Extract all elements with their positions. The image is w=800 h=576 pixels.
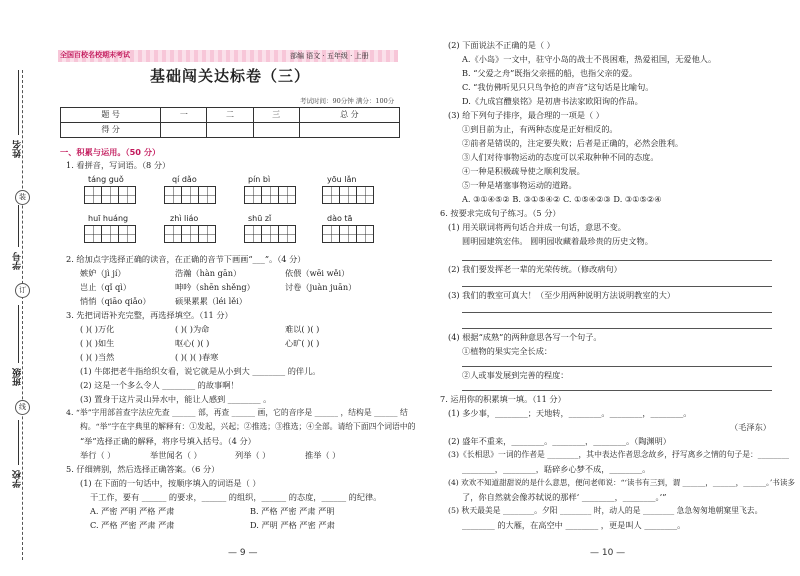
- choice[interactable]: 呻吟（shēn shěng）: [175, 282, 255, 292]
- question-4: 4. “举”字用部首查字法应先查 ______ 部，再查 ______ 画，它的音序是 ______ ，结构是 ______ 结: [66, 408, 408, 417]
- question-5-1: (1) 在下面的一句话中，按顺序填入的词语是（ ）: [80, 478, 261, 488]
- binding-margin: [0, 0, 44, 576]
- writing-grid[interactable]: [322, 225, 373, 243]
- answer-line[interactable]: [462, 366, 772, 367]
- choice[interactable]: 依偎（wēi wěi）: [285, 268, 350, 278]
- word-choice[interactable]: 举行（ ）: [80, 450, 116, 460]
- fill-sentence: (3) 置身于这片灵山异水中，能让人感到 ________ 。: [80, 394, 272, 404]
- writing-grid[interactable]: [244, 186, 295, 204]
- writing-grid[interactable]: [84, 186, 135, 204]
- name-line[interactable]: [18, 70, 19, 135]
- score-input[interactable]: [161, 123, 207, 138]
- question-6-3: (3) 我们的教室可真大！（至少用两种说明方法说明教室的大）: [448, 290, 676, 300]
- name-label: 姓名: [13, 140, 23, 158]
- question-7-5: (5) 秋天最美是 ________。夕阳 ________ 时，动人的是 ________ 急急匆匆地朝窠里飞去。: [448, 506, 763, 515]
- score-cell: 总 分: [299, 108, 399, 123]
- id-line[interactable]: [18, 205, 19, 247]
- section-heading: 一、积累与运用。（50 分）: [60, 147, 161, 157]
- question-2: 2. 给加点字选择正确的读音，在正确的音节下画画“___”。（4 分）: [66, 254, 306, 264]
- answer-line[interactable]: [462, 286, 772, 287]
- option[interactable]: C. “我仿佛听见只只鸟争抢的声音”这句话是比喻句。: [462, 82, 654, 92]
- word-choice[interactable]: 列举（ ）: [235, 450, 271, 460]
- school-label: 学校: [13, 470, 23, 488]
- writing-grid[interactable]: [84, 225, 135, 243]
- source-author: （毛泽东）: [730, 422, 771, 432]
- option-row[interactable]: A. ③①④⑤② B. ③①⑤④② C. ①⑤④②③ D. ③①⑤②④: [462, 194, 662, 204]
- score-input[interactable]: [207, 123, 253, 138]
- idiom[interactable]: ( )( )( )春寒: [175, 352, 219, 362]
- option[interactable]: D. 严明 严格 严密 严肃: [250, 520, 335, 530]
- idiom[interactable]: ( )( )如生: [80, 338, 115, 348]
- sentence: ③人们对待事物运动的态度可以采取种种不同的态度。: [462, 152, 659, 162]
- idiom[interactable]: ( )( )万化: [80, 324, 115, 334]
- question-5: 5. 仔细辨别，然后选择正确答案。（6 分）: [66, 464, 220, 474]
- pinyin: zhì liáo: [170, 214, 199, 223]
- idiom[interactable]: 心旷( )( ): [285, 338, 320, 348]
- idiom[interactable]: 难以( )( ): [285, 324, 320, 334]
- score-input[interactable]: [253, 123, 299, 138]
- answer-line[interactable]: [462, 312, 772, 313]
- seal-2: 订: [15, 283, 30, 298]
- question-4-text: 构。“举”字在字典里的解释有：①发起，兴起；②推选；③推选；④全部。请给下面四个词语中的: [80, 422, 416, 431]
- option[interactable]: B. “父爱之舟”既指父亲摇的船，也指父亲的爱。: [462, 68, 638, 78]
- question-6-4b: ②人或事发展到完善的程度：: [462, 370, 569, 380]
- option[interactable]: A. 严密 严明 严格 严肃: [90, 506, 175, 516]
- fill-sentence: (2) 这是一个多么令人 ________ 的故事啊！: [80, 380, 239, 390]
- brand-text: 全国百校名校期末考试: [60, 51, 130, 59]
- word-choice[interactable]: 推举（ ）: [305, 450, 341, 460]
- fill-sentence: (1) 牛郎把老牛指给织女看，说它就是从小到大 ________ 的伴儿。: [80, 366, 321, 376]
- writing-grid[interactable]: [322, 186, 373, 204]
- question-6-4: (4) 根据“成熟”的两种意思各写一个句子。: [448, 332, 602, 342]
- idiom[interactable]: ( )( )当然: [80, 352, 115, 362]
- question-7-4: (4) 欢欢不知道甜甜说的是什么意思，便问老师说：“‘读书有三到，谓 ______，______，______。’书读多: [448, 478, 796, 487]
- question-6-1: (1) 用关联词将两句话合并成一句话，意思不变。: [448, 222, 626, 232]
- question-5-3: (3) 给下列句子排序，最合理的一项是（ ）: [448, 110, 604, 120]
- question-6-1-text: 圆明园建筑宏伟。 圆明园收藏着最珍贵的历史文物。: [462, 236, 653, 246]
- answer-line[interactable]: [462, 260, 772, 261]
- score-cell: 二: [207, 108, 253, 123]
- question-7-1: (1) 多少事，________；天地转，________。________，________。: [448, 408, 692, 418]
- seal-3: 线: [15, 400, 30, 415]
- score-cell: 一: [161, 108, 207, 123]
- page-number: — 10 —: [590, 548, 626, 558]
- question-6-2: (2) 我们要发挥老一辈的光荣传统。（修改病句）: [448, 264, 622, 274]
- question-5-2: (2) 下面说法不正确的是（ ）: [448, 40, 555, 50]
- pinyin: huī huáng: [88, 214, 129, 223]
- page-number: — 9 —: [228, 548, 258, 558]
- sentence: ⑤一种是堵塞事物运动的道路。: [462, 180, 577, 190]
- question-1: 1. 看拼音，写词语。（8 分）: [66, 160, 171, 170]
- pinyin: qí dǎo: [172, 175, 197, 184]
- page-title: 基础闯关达标卷（三）: [150, 67, 311, 85]
- score-cell: 三: [253, 108, 299, 123]
- time-info: 考试时间：90分钟 满分：100分: [300, 97, 395, 105]
- option[interactable]: B. 严格 严密 严肃 严明: [250, 506, 335, 516]
- id-label: 学号: [13, 252, 23, 270]
- question-6-4a: ①植物的果实完全长成：: [462, 346, 553, 356]
- score-header-row: [61, 108, 400, 123]
- class-line[interactable]: [18, 305, 19, 363]
- question-7-2: (2) 盛年不重来，________。________，________。（陶渊明）: [448, 436, 671, 446]
- sentence: ②前者是错误的，注定要失败；后者是正确的，必然会胜利。: [462, 138, 684, 148]
- question-7-4b: 了，你自然就会像苏轼说的那样‘ ________，________。’”: [462, 492, 667, 502]
- question-7-3b: ________，________，聒碎乡心梦不成，________。: [462, 464, 651, 474]
- pinyin: táng guǒ: [88, 175, 124, 184]
- choice[interactable]: 浩瀚（hàn gān）: [175, 268, 242, 278]
- idiom[interactable]: 呕心( )( ): [175, 338, 210, 348]
- sentence: ④一种是积极疏导使之顺利发展。: [462, 166, 585, 176]
- question-7-3: (3)《长相思》一词的作者是 ________，其中表达作者思念故乡，抒写离乡之情的句子是：________: [448, 450, 789, 459]
- subject-text: 部编 语文 · 五年级 · 上册: [290, 52, 369, 60]
- word-choice[interactable]: 举世闻名（ ）: [150, 450, 202, 460]
- question-4-text: “举”选择正确的解释，将序号填入括号。（4 分）: [80, 436, 256, 446]
- class-label: 班级: [13, 368, 23, 386]
- question-6: 6. 按要求完成句子练习。（5 分）: [440, 208, 561, 218]
- choice[interactable]: 悄悄（qiāo qiǎo）: [80, 296, 151, 306]
- pinyin: yōu lǎn: [327, 175, 357, 184]
- pinyin: shū zǐ: [248, 214, 272, 223]
- idiom[interactable]: ( )( )为命: [175, 324, 210, 334]
- writing-grid[interactable]: [164, 186, 215, 204]
- option[interactable]: D.《九成宫醴泉铭》是初唐书法家欧阳询的作品。: [462, 96, 643, 106]
- answer-line[interactable]: [462, 328, 772, 329]
- choice[interactable]: 岂止（qǐ qì）: [80, 282, 132, 292]
- writing-grid[interactable]: [164, 225, 215, 243]
- score-value-row: [61, 123, 400, 138]
- question-5-1-text: 干工作，要有 ______ 的要求，______ 的组织，______ 的态度，______ 的纪律。: [90, 492, 382, 502]
- score-table: [60, 107, 400, 138]
- seal-1: 装: [15, 190, 30, 205]
- question-7: 7. 运用你的积累填一填。（11 分）: [440, 394, 566, 404]
- score-input[interactable]: [299, 123, 399, 138]
- score-cell: 得 分: [61, 123, 161, 138]
- school-line[interactable]: [18, 420, 19, 465]
- sentence: ①到目前为止，有两种态度是正好相反的。: [462, 124, 618, 134]
- choice[interactable]: 硕果累累（léi lěi）: [175, 296, 247, 306]
- option[interactable]: A.《小岛》一文中，驻守小岛的战士不畏困难，热爱祖国，无爱他人。: [462, 54, 717, 64]
- choice[interactable]: 嫉妒（jì jí）: [80, 268, 126, 278]
- answer-line[interactable]: [462, 390, 772, 391]
- score-cell: 题 号: [61, 108, 161, 123]
- pinyin: pín bì: [248, 175, 271, 184]
- question-7-5b: ________ 的大雁，在高空中 ________ ，更是叫人 ________。: [462, 520, 686, 530]
- question-3: 3. 先把词语补充完整，再选择填空。（11 分）: [66, 310, 233, 320]
- choice[interactable]: 讨卷（juàn juān）: [285, 282, 357, 292]
- option[interactable]: C. 严格 严密 严肃 严肃: [90, 520, 175, 530]
- writing-grid[interactable]: [244, 225, 295, 243]
- pinyin: dào tā: [327, 214, 353, 223]
